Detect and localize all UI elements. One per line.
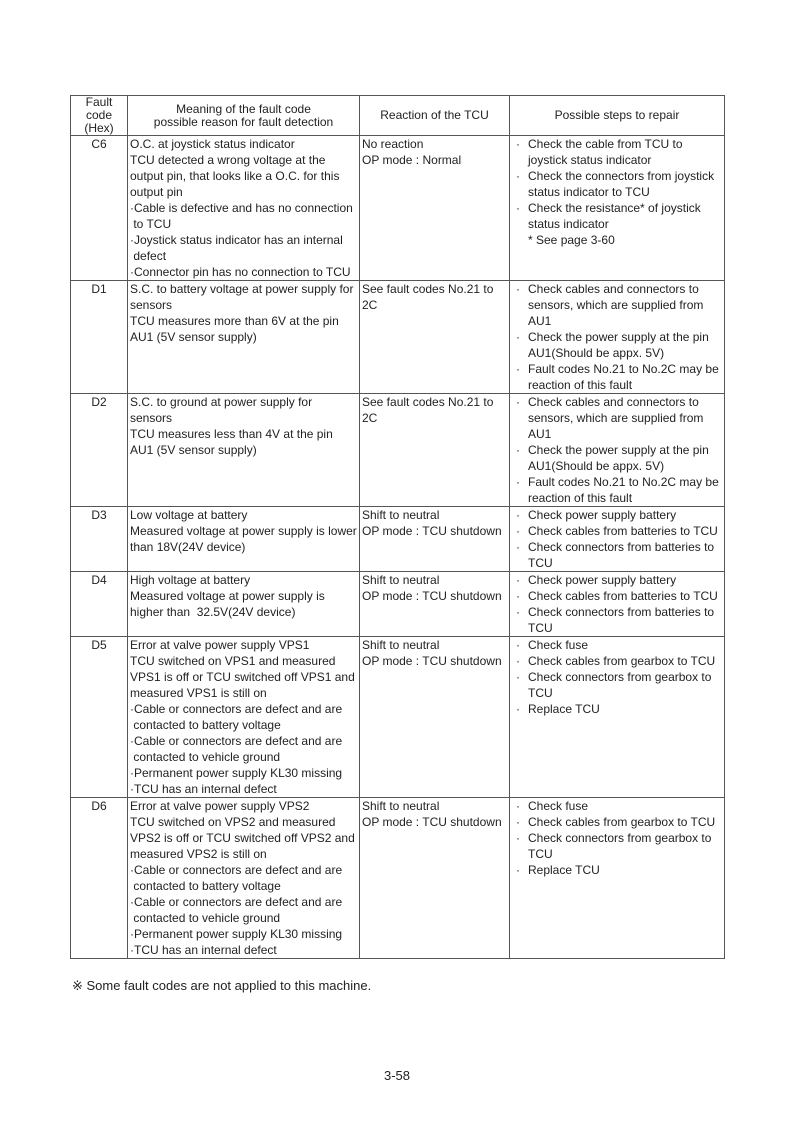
repair-steps-cell bbox=[510, 798, 725, 959]
repair-steps-cell bbox=[510, 637, 725, 798]
repair-step: · Check the power supply at the pin AU1(Should be appx. 5V) bbox=[512, 329, 722, 361]
meaning-cell bbox=[128, 637, 360, 798]
meaning-cell bbox=[128, 798, 360, 959]
repair-step: · Check power supply battery bbox=[512, 507, 722, 523]
fault-code-cell: D1 bbox=[71, 281, 128, 394]
meaning-line: ·Connector pin has no connection to TCU bbox=[130, 265, 351, 279]
reaction-line: Shift to neutral bbox=[362, 799, 440, 813]
repair-steps-cell bbox=[510, 136, 725, 281]
meaning-cell bbox=[128, 572, 360, 637]
meaning-line: Low voltage at battery bbox=[130, 508, 248, 522]
meaning-line: Error at valve power supply VPS1 bbox=[130, 638, 310, 652]
reaction-cell bbox=[360, 281, 510, 394]
meaning-line: ·Cable or connectors are defect and are bbox=[130, 895, 343, 909]
reaction-cell bbox=[360, 507, 510, 572]
repair-step: * See page 3-60 bbox=[528, 233, 615, 247]
meaning-cell bbox=[128, 136, 360, 281]
repair-step: · Check connectors from batteries to TCU bbox=[512, 604, 722, 636]
meaning-line: ·TCU has an internal defect bbox=[130, 943, 277, 957]
reaction-line: See fault codes No.21 to 2C bbox=[362, 395, 494, 425]
header-fault-code: Fault code (Hex) bbox=[71, 96, 128, 136]
meaning-line: ·TCU has an internal defect bbox=[130, 782, 277, 796]
repair-step: · Check fuse bbox=[512, 798, 722, 814]
meaning-line: TCU switched on VPS2 and measured VPS2 is off or TCU switched off VPS2 and measured VPS2 is still on bbox=[130, 815, 359, 861]
meaning-line: TCU detected a wrong voltage at the output pin, that looks like a O.C. for this output pin bbox=[130, 153, 343, 199]
meaning-line: S.C. to battery voltage at power supply for sensors bbox=[130, 282, 357, 312]
repair-step: · Check the resistance* of joystick status indicator bbox=[512, 200, 722, 232]
meaning-line: contacted to vehicle ground bbox=[130, 911, 281, 925]
repair-step: · Check cables and connectors to sensors, which are supplied from AU1 bbox=[512, 281, 722, 329]
reaction-line: OP mode : TCU shutdown bbox=[362, 524, 502, 538]
header-steps: Possible steps to repair bbox=[510, 96, 725, 136]
table-row bbox=[71, 394, 725, 507]
repair-step: · Check cables and connectors to sensors, which are supplied from AU1 bbox=[512, 394, 722, 442]
fault-code-cell: D4 bbox=[71, 572, 128, 637]
reaction-line: No reaction bbox=[362, 137, 424, 151]
meaning-line: TCU measures less than 4V at the pin AU1 (5V sensor supply) bbox=[130, 427, 336, 457]
fault-code-table-container bbox=[70, 95, 724, 959]
meaning-line: Measured voltage at power supply is lower than 18V(24V device) bbox=[130, 524, 361, 554]
table-row bbox=[71, 281, 725, 394]
repair-step: · Check connectors from gearbox to TCU bbox=[512, 830, 722, 862]
repair-steps-cell bbox=[510, 394, 725, 507]
fault-code-cell: D6 bbox=[71, 798, 128, 959]
repair-step: · Replace TCU bbox=[512, 701, 722, 717]
repair-step: · Check connectors from gearbox to TCU bbox=[512, 669, 722, 701]
meaning-line: ·Permanent power supply KL30 missing bbox=[130, 766, 343, 780]
reaction-cell bbox=[360, 136, 510, 281]
reaction-cell bbox=[360, 394, 510, 507]
reaction-line: OP mode : TCU shutdown bbox=[362, 815, 502, 829]
repair-steps-cell bbox=[510, 572, 725, 637]
repair-step: · Check cables from batteries to TCU bbox=[512, 588, 722, 604]
meaning-line: ·Joystick status indicator has an internal bbox=[130, 233, 343, 247]
meaning-line: contacted to battery voltage bbox=[130, 718, 281, 732]
table-header-row bbox=[71, 96, 725, 136]
footnote: ※ Some fault codes are not applied to this machine. bbox=[72, 978, 372, 993]
reaction-line: OP mode : Normal bbox=[362, 153, 462, 167]
repair-step: · Fault codes No.21 to No.2C may be reaction of this fault bbox=[512, 361, 722, 393]
reaction-line: OP mode : TCU shutdown bbox=[362, 654, 502, 668]
repair-step: · Check connectors from batteries to TCU bbox=[512, 539, 722, 571]
meaning-line: O.C. at joystick status indicator bbox=[130, 137, 295, 151]
meaning-line: ·Cable is defective and has no connection bbox=[130, 201, 353, 215]
table-row bbox=[71, 572, 725, 637]
repair-step: · Replace TCU bbox=[512, 862, 722, 878]
meaning-line: ·Permanent power supply KL30 missing bbox=[130, 927, 343, 941]
meaning-line: contacted to vehicle ground bbox=[130, 750, 281, 764]
reaction-line: Shift to neutral bbox=[362, 638, 440, 652]
header-meaning: Meaning of the fault code possible reason for fault detection bbox=[128, 96, 360, 136]
fault-code-cell: D5 bbox=[71, 637, 128, 798]
repair-step: · Check the cable from TCU to joystick status indicator bbox=[512, 136, 722, 168]
meaning-line: ·Cable or connectors are defect and are bbox=[130, 863, 343, 877]
table-row bbox=[71, 798, 725, 959]
repair-step: · Check fuse bbox=[512, 637, 722, 653]
meaning-cell bbox=[128, 394, 360, 507]
repair-step: · Check cables from gearbox to TCU bbox=[512, 653, 722, 669]
header-reaction: Reaction of the TCU bbox=[360, 96, 510, 136]
fault-code-cell: D3 bbox=[71, 507, 128, 572]
meaning-line: High voltage at battery bbox=[130, 573, 251, 587]
meaning-line: to TCU bbox=[130, 217, 172, 231]
meaning-line: TCU switched on VPS1 and measured VPS1 is off or TCU switched off VPS1 and measured VPS1 is still on bbox=[130, 654, 359, 700]
meaning-line: Error at valve power supply VPS2 bbox=[130, 799, 310, 813]
fault-code-table bbox=[70, 95, 725, 959]
repair-step: · Check the connectors from joystick status indicator to TCU bbox=[512, 168, 722, 200]
fault-code-cell: D2 bbox=[71, 394, 128, 507]
reaction-cell bbox=[360, 637, 510, 798]
page-number: 3-58 bbox=[383, 1068, 411, 1083]
table-row bbox=[71, 136, 725, 281]
reaction-line: See fault codes No.21 to 2C bbox=[362, 282, 494, 312]
meaning-line: Measured voltage at power supply is higher than 32.5V(24V device) bbox=[130, 589, 329, 619]
table-body bbox=[71, 136, 725, 959]
repair-steps-cell bbox=[510, 281, 725, 394]
repair-step: · Fault codes No.21 to No.2C may be reaction of this fault bbox=[512, 474, 722, 506]
reaction-line: Shift to neutral bbox=[362, 508, 440, 522]
table-row bbox=[71, 507, 725, 572]
meaning-cell bbox=[128, 507, 360, 572]
reaction-cell bbox=[360, 572, 510, 637]
meaning-cell bbox=[128, 281, 360, 394]
meaning-line: ·Cable or connectors are defect and are bbox=[130, 702, 343, 716]
reaction-line: Shift to neutral bbox=[362, 573, 440, 587]
meaning-line: ·Cable or connectors are defect and are bbox=[130, 734, 343, 748]
repair-step: · Check power supply battery bbox=[512, 572, 722, 588]
meaning-line: defect bbox=[130, 249, 167, 263]
reaction-cell bbox=[360, 798, 510, 959]
repair-steps-cell bbox=[510, 507, 725, 572]
table-row bbox=[71, 637, 725, 798]
repair-step: · Check the power supply at the pin AU1(Should be appx. 5V) bbox=[512, 442, 722, 474]
meaning-line: contacted to battery voltage bbox=[130, 879, 281, 893]
reaction-line: OP mode : TCU shutdown bbox=[362, 589, 502, 603]
repair-step: · Check cables from gearbox to TCU bbox=[512, 814, 722, 830]
meaning-line: S.C. to ground at power supply for sensors bbox=[130, 395, 316, 425]
repair-step: · Check cables from batteries to TCU bbox=[512, 523, 722, 539]
meaning-line: TCU measures more than 6V at the pin AU1 (5V sensor supply) bbox=[130, 314, 342, 344]
fault-code-cell: C6 bbox=[71, 136, 128, 281]
